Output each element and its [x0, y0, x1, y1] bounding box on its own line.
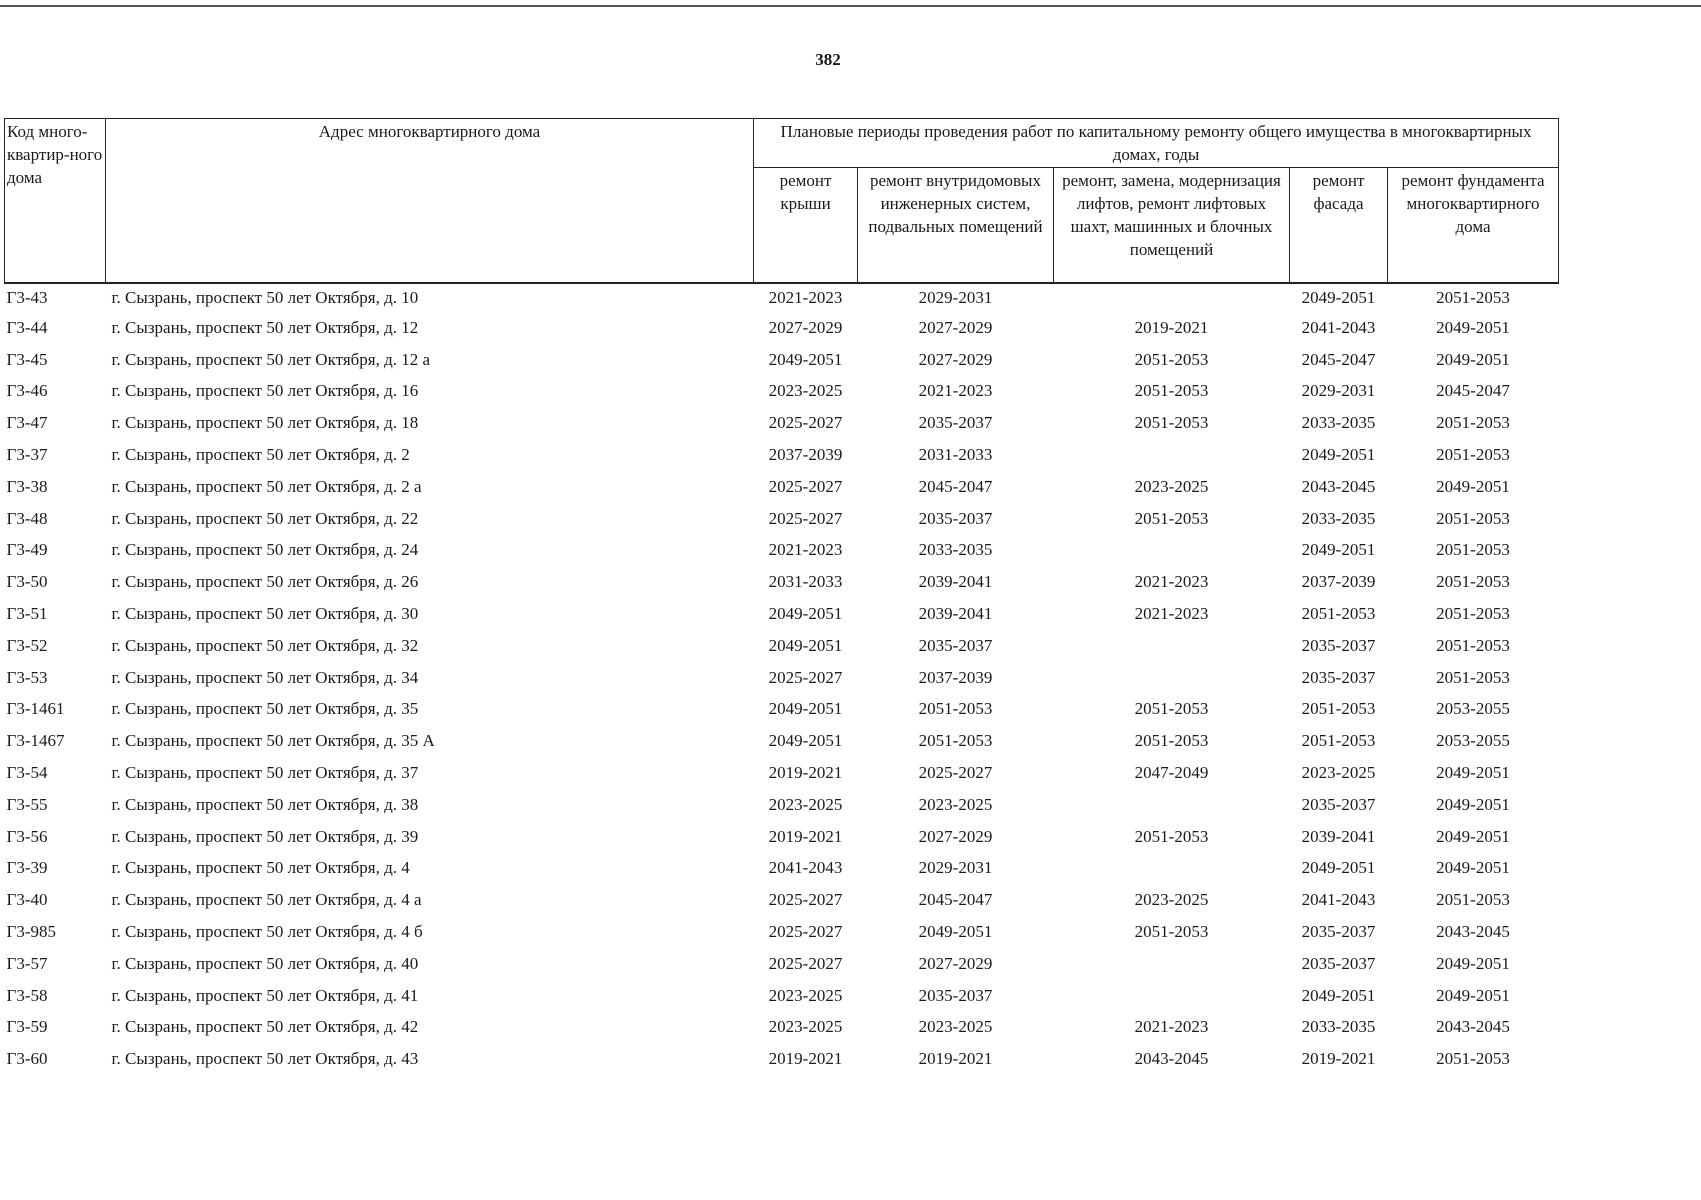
cell-roof: 2049-2051: [768, 699, 843, 719]
cell-facade: 2051-2053: [1301, 699, 1376, 719]
table-row: [5, 757, 1559, 789]
cell-address: г. Сызрань, проспект 50 лет Октября, д. 12 а: [111, 349, 431, 369]
cell-foundation: 2049-2051: [1436, 763, 1510, 783]
cell-address: г. Сызрань, проспект 50 лет Октября, д. 42: [111, 1017, 419, 1037]
cell-facade: 2049-2051: [1290, 283, 1388, 312]
header-elevators: ремонт, замена, модернизация лифтов, ремонт лифтовых шахт, машинных и блочных помещений: [1054, 168, 1290, 284]
cell-facade: 2049-2051: [1301, 445, 1376, 465]
cell-address: г. Сызрань, проспект 50 лет Октября, д. 35 А: [111, 731, 435, 751]
cell-foundation: 2049-2051: [1436, 317, 1510, 337]
cell-address: г. Сызрань, проспект 50 лет Октября, д. 18: [111, 413, 419, 433]
cell-foundation: 2043-2045: [1436, 1017, 1510, 1037]
table-header: [5, 119, 1559, 284]
header-foundation: ремонт фундамента многоквартирного дома: [1388, 168, 1559, 284]
cell-address: г. Сызрань, проспект 50 лет Октября, д. 39: [111, 826, 419, 846]
cell-facade: 2039-2041: [1301, 826, 1376, 846]
cell-foundation: 2051-2053: [1436, 508, 1510, 528]
header-planned-periods: Плановые периоды проведения работ по капитальному ремонту общего имущества в многоквартирных домах, годы: [754, 119, 1559, 168]
cell-engineering: 2035-2037: [918, 985, 993, 1005]
table-row: [5, 471, 1559, 503]
cell-foundation: 2051-2053: [1436, 572, 1510, 592]
cell-elevators: 2021-2023: [1134, 604, 1209, 624]
cell-address: г. Сызрань, проспект 50 лет Октября, д. 24: [111, 540, 419, 560]
cell-roof: 2019-2021: [768, 763, 843, 783]
table-row: [5, 884, 1559, 916]
cell-code: Г3-58: [6, 985, 48, 1005]
table-row: [5, 344, 1559, 376]
cell-elevators: 2021-2023: [1134, 572, 1209, 592]
cell-address: г. Сызрань, проспект 50 лет Октября, д. 4: [111, 858, 410, 878]
cell-engineering: 2021-2023: [918, 381, 993, 401]
table-row: [5, 630, 1559, 662]
cell-facade: 2051-2053: [1301, 604, 1376, 624]
cell-roof: 2025-2027: [768, 890, 843, 910]
cell-elevators: [1054, 853, 1290, 885]
cell-roof: 2025-2027: [768, 508, 843, 528]
cell-foundation: 2049-2051: [1436, 985, 1510, 1005]
table-row: [5, 376, 1559, 408]
cell-facade: 2033-2035: [1301, 508, 1376, 528]
cell-facade: 2033-2035: [1301, 1017, 1376, 1037]
cell-code: Г3-37: [6, 445, 48, 465]
cell-foundation: 2049-2051: [1436, 953, 1510, 973]
cell-foundation: 2043-2045: [1436, 922, 1510, 942]
cell-code: Г3-52: [6, 635, 48, 655]
cell-foundation: 2045-2047: [1436, 381, 1510, 401]
cell-elevators: [1054, 789, 1290, 821]
cell-code: Г3-51: [6, 604, 48, 624]
table-row: [5, 535, 1559, 567]
cell-address: г. Сызрань, проспект 50 лет Октября, д. 16: [111, 381, 419, 401]
cell-address: г. Сызрань, проспект 50 лет Октября, д. 38: [111, 794, 419, 814]
cell-code: Г3-43: [5, 283, 106, 312]
cell-roof: 2019-2021: [768, 1049, 843, 1069]
cell-roof: 2025-2027: [768, 476, 843, 496]
cell-code: Г3-56: [6, 826, 48, 846]
cell-engineering: 2023-2025: [918, 1017, 993, 1037]
cell-facade: 2049-2051: [1301, 985, 1376, 1005]
cell-address: г. Сызрань, проспект 50 лет Октября, д. 4 б: [111, 922, 423, 942]
cell-roof: 2027-2029: [768, 317, 843, 337]
cell-elevators: 2051-2053: [1134, 826, 1209, 846]
table-row: [5, 598, 1559, 630]
cell-elevators: 2051-2053: [1134, 381, 1209, 401]
cell-engineering: 2035-2037: [918, 413, 993, 433]
cell-roof: 2025-2027: [768, 667, 843, 687]
cell-roof: 2049-2051: [768, 604, 843, 624]
cell-code: Г3-48: [6, 508, 48, 528]
top-rule: [0, 5, 1701, 7]
cell-code: Г3-38: [6, 476, 48, 496]
header-facade: ремонт фасада: [1290, 168, 1388, 284]
cell-elevators: [1054, 662, 1290, 694]
cell-code: Г3-39: [6, 858, 48, 878]
cell-elevators: 2047-2049: [1134, 763, 1209, 783]
header-code: Код много-квартир-ного дома: [5, 119, 106, 284]
cell-roof: 2023-2025: [768, 794, 843, 814]
cell-elevators: 2023-2025: [1134, 890, 1209, 910]
cell-address: г. Сызрань, проспект 50 лет Октября, д. 32: [111, 635, 419, 655]
cell-engineering: 2027-2029: [918, 826, 993, 846]
cell-address: г. Сызрань, проспект 50 лет Октября, д. 22: [111, 508, 419, 528]
cell-roof: 2037-2039: [768, 445, 843, 465]
cell-facade: 2037-2039: [1301, 572, 1376, 592]
cell-code: Г3-55: [6, 794, 48, 814]
cell-address: г. Сызрань, проспект 50 лет Октября, д. 4 а: [111, 890, 422, 910]
table-row: [5, 662, 1559, 694]
cell-foundation: 2051-2053: [1436, 540, 1510, 560]
cell-code: Г3-49: [6, 540, 48, 560]
cell-code: Г3-47: [6, 413, 48, 433]
table-row: [5, 1012, 1559, 1044]
page-number: 382: [815, 50, 841, 69]
cell-address: г. Сызрань, проспект 50 лет Октября, д. 41: [111, 985, 419, 1005]
cell-foundation: 2049-2051: [1436, 349, 1510, 369]
cell-facade: 2035-2037: [1301, 635, 1376, 655]
cell-roof: 2023-2025: [768, 985, 843, 1005]
cell-elevators: 2051-2053: [1134, 349, 1209, 369]
cell-elevators: 2051-2053: [1134, 508, 1209, 528]
cell-engineering: 2029-2031: [918, 858, 993, 878]
cell-roof: 2021-2023: [754, 283, 858, 312]
cell-elevators: 2019-2021: [1134, 317, 1209, 337]
table-row: [5, 789, 1559, 821]
cell-engineering: 2035-2037: [918, 508, 993, 528]
cell-elevators: 2021-2023: [1134, 1017, 1209, 1037]
cell-engineering: 2049-2051: [918, 922, 993, 942]
cell-address: г. Сызрань, проспект 50 лет Октября, д. 10: [106, 283, 754, 312]
cell-foundation: 2053-2055: [1436, 699, 1510, 719]
cell-engineering: 2019-2021: [918, 1049, 993, 1069]
cell-facade: 2051-2053: [1301, 731, 1376, 751]
cell-engineering: 2045-2047: [918, 476, 993, 496]
table-body: [5, 283, 1559, 1075]
cell-engineering: 2029-2031: [858, 283, 1054, 312]
cell-elevators: 2023-2025: [1134, 476, 1209, 496]
cell-facade: 2029-2031: [1301, 381, 1376, 401]
cell-roof: 2031-2033: [768, 572, 843, 592]
cell-code: Г3-1461: [6, 699, 65, 719]
cell-engineering: 2045-2047: [918, 890, 993, 910]
cell-roof: 2025-2027: [768, 922, 843, 942]
header-roof: ремонт крыши: [754, 168, 858, 284]
cell-foundation: 2051-2053: [1436, 890, 1510, 910]
cell-roof: 2019-2021: [768, 826, 843, 846]
cell-code: Г3-50: [6, 572, 48, 592]
capital-repair-schedule-table: [4, 118, 1559, 1075]
cell-engineering: 2027-2029: [918, 349, 993, 369]
cell-foundation: 2051-2053: [1436, 667, 1510, 687]
cell-code: Г3-44: [6, 317, 48, 337]
cell-code: Г3-57: [6, 953, 48, 973]
cell-elevators: 2043-2045: [1134, 1049, 1209, 1069]
cell-facade: 2045-2047: [1301, 349, 1376, 369]
header-address: Адрес многоквартирного дома: [106, 119, 754, 284]
cell-engineering: 2027-2029: [918, 317, 993, 337]
cell-code: Г3-60: [6, 1049, 48, 1069]
cell-engineering: 2037-2039: [918, 667, 993, 687]
cell-facade: 2043-2045: [1301, 476, 1376, 496]
cell-elevators: 2051-2053: [1134, 922, 1209, 942]
cell-engineering: 2031-2033: [918, 445, 993, 465]
cell-address: г. Сызрань, проспект 50 лет Октября, д. 26: [111, 572, 419, 592]
cell-foundation: 2049-2051: [1436, 858, 1510, 878]
cell-address: г. Сызрань, проспект 50 лет Октября, д. 2 а: [111, 476, 422, 496]
cell-roof: 2025-2027: [768, 953, 843, 973]
cell-roof: 2021-2023: [768, 540, 843, 560]
table-row: [5, 821, 1559, 853]
cell-facade: 2035-2037: [1301, 953, 1376, 973]
cell-address: г. Сызрань, проспект 50 лет Октября, д. 12: [111, 317, 419, 337]
cell-roof: 2049-2051: [768, 349, 843, 369]
cell-foundation: 2049-2051: [1436, 826, 1510, 846]
table-row: [5, 503, 1559, 535]
cell-code: Г3-45: [6, 349, 48, 369]
cell-facade: 2049-2051: [1301, 540, 1376, 560]
cell-foundation: 2053-2055: [1436, 731, 1510, 751]
table-row: [5, 948, 1559, 980]
cell-code: Г3-1467: [6, 731, 65, 751]
cell-address: г. Сызрань, проспект 50 лет Октября, д. 30: [111, 604, 419, 624]
cell-engineering: 2051-2053: [918, 731, 993, 751]
cell-elevators: 2051-2053: [1134, 731, 1209, 751]
cell-elevators: [1054, 980, 1290, 1012]
table-row: [5, 980, 1559, 1012]
cell-engineering: 2039-2041: [918, 604, 993, 624]
table-row: [5, 916, 1559, 948]
cell-roof: 2049-2051: [768, 731, 843, 751]
cell-code: Г3-46: [6, 381, 48, 401]
cell-foundation: 2051-2053: [1388, 283, 1559, 312]
cell-engineering: 2025-2027: [918, 763, 993, 783]
cell-elevators: 2051-2053: [1134, 413, 1209, 433]
cell-code: Г3-54: [6, 763, 48, 783]
cell-foundation: 2051-2053: [1436, 635, 1510, 655]
table-row: [5, 407, 1559, 439]
cell-facade: 2019-2021: [1301, 1049, 1376, 1069]
table-row: [5, 853, 1559, 885]
cell-address: г. Сызрань, проспект 50 лет Октября, д. 2: [111, 445, 410, 465]
cell-elevators: [1054, 535, 1290, 567]
cell-engineering: 2039-2041: [918, 572, 993, 592]
cell-elevators: [1054, 283, 1290, 312]
cell-foundation: 2049-2051: [1436, 794, 1510, 814]
cell-code: Г3-40: [6, 890, 48, 910]
cell-foundation: 2049-2051: [1436, 476, 1510, 496]
cell-roof: 2025-2027: [768, 413, 843, 433]
cell-engineering: 2023-2025: [918, 794, 993, 814]
cell-facade: 2035-2037: [1301, 922, 1376, 942]
cell-address: г. Сызрань, проспект 50 лет Октября, д. 43: [111, 1049, 419, 1069]
cell-elevators: [1054, 948, 1290, 980]
table-row: [5, 312, 1559, 344]
table-row: [5, 439, 1559, 471]
cell-foundation: 2051-2053: [1436, 445, 1510, 465]
cell-facade: 2049-2051: [1301, 858, 1376, 878]
cell-facade: 2033-2035: [1301, 413, 1376, 433]
table-row: [5, 725, 1559, 757]
cell-facade: 2041-2043: [1301, 890, 1376, 910]
cell-roof: 2023-2025: [768, 381, 843, 401]
table-row: [5, 283, 1559, 312]
cell-facade: 2035-2037: [1301, 667, 1376, 687]
cell-address: г. Сызрань, проспект 50 лет Октября, д. 37: [111, 763, 419, 783]
cell-engineering: 2033-2035: [918, 540, 993, 560]
cell-code: Г3-53: [6, 667, 48, 687]
cell-foundation: 2051-2053: [1436, 604, 1510, 624]
cell-facade: 2041-2043: [1301, 317, 1376, 337]
cell-address: г. Сызрань, проспект 50 лет Октября, д. 40: [111, 953, 419, 973]
cell-engineering: 2035-2037: [918, 635, 993, 655]
cell-roof: 2023-2025: [768, 1017, 843, 1037]
cell-engineering: 2051-2053: [918, 699, 993, 719]
cell-facade: 2023-2025: [1301, 763, 1376, 783]
cell-engineering: 2027-2029: [918, 953, 993, 973]
table-row: [5, 566, 1559, 598]
table-row: [5, 1043, 1559, 1075]
cell-address: г. Сызрань, проспект 50 лет Октября, д. 34: [111, 667, 419, 687]
cell-facade: 2035-2037: [1301, 794, 1376, 814]
cell-elevators: [1054, 439, 1290, 471]
table-row: [5, 694, 1559, 726]
cell-elevators: [1054, 630, 1290, 662]
cell-elevators: 2051-2053: [1134, 699, 1209, 719]
cell-foundation: 2051-2053: [1436, 413, 1510, 433]
cell-roof: 2041-2043: [768, 858, 843, 878]
header-engineering: ремонт внутридомовых инженерных систем, подвальных помещений: [858, 168, 1054, 284]
cell-foundation: 2051-2053: [1436, 1049, 1510, 1069]
cell-code: Г3-985: [6, 922, 56, 942]
cell-roof: 2049-2051: [768, 635, 843, 655]
cell-address: г. Сызрань, проспект 50 лет Октября, д. 35: [111, 699, 419, 719]
cell-code: Г3-59: [6, 1017, 48, 1037]
